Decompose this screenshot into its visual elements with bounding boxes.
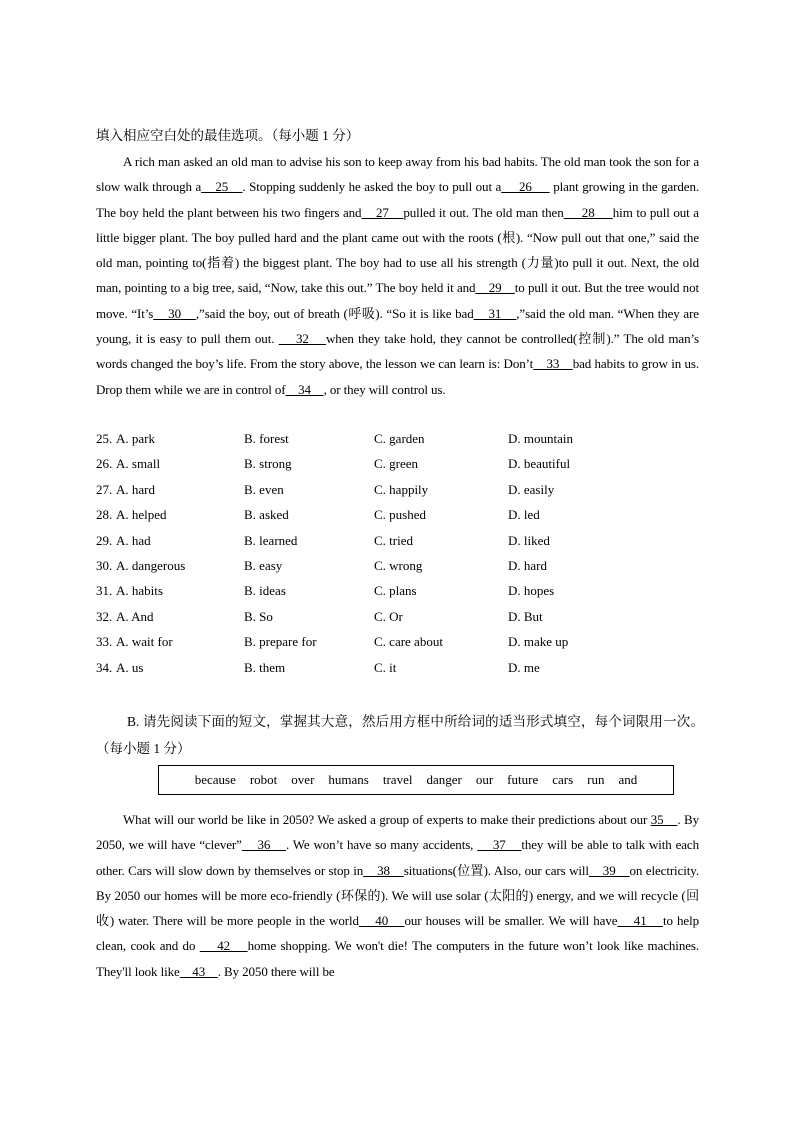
passage-text: . We won’t have so many accidents, bbox=[285, 837, 478, 853]
passage-text: on electricity. By 2050 our homes will be more eco-friendly (环保的). We will use solar (太阳的) energy, and we will recycle (回收) water. There will be more people in the world bbox=[96, 862, 699, 929]
options-list bbox=[96, 429, 706, 683]
question-number: 33. bbox=[96, 634, 113, 650]
passage-text: . By 2050, we will have “clever” bbox=[96, 812, 699, 853]
word-box-item: because bbox=[194, 772, 236, 787]
option-b[interactable]: B. So bbox=[244, 608, 273, 624]
question-number: 27. bbox=[96, 481, 113, 497]
option-c[interactable]: C. happily bbox=[374, 481, 429, 497]
word-box-item: cars bbox=[552, 772, 574, 787]
option-c[interactable]: C. it bbox=[374, 659, 397, 675]
question-row bbox=[96, 531, 706, 556]
answer-blank[interactable]: 30 bbox=[153, 305, 196, 321]
option-b[interactable]: B. ideas bbox=[244, 583, 286, 599]
passage-text: pulled it out. The old man then bbox=[403, 204, 564, 220]
cloze-passage bbox=[96, 149, 699, 402]
word-box-item: humans bbox=[328, 772, 369, 787]
option-b[interactable]: B. even bbox=[244, 481, 284, 497]
passage-text: . Stopping suddenly he asked the boy to pull out a bbox=[242, 179, 502, 195]
question-row bbox=[96, 454, 706, 479]
question-number: 26. bbox=[96, 456, 113, 472]
passage-text: What will our world be like in 2050? We asked a group of experts to make their predictions about our bbox=[123, 812, 651, 827]
option-d[interactable]: D. But bbox=[508, 608, 543, 624]
part-b-instructions: B. 请先阅读下面的短文，掌握其大意，然后用方框中所给词的适当形式填空，每个词限用一次。（每小题 1 分） bbox=[96, 714, 704, 756]
word-box bbox=[158, 765, 674, 795]
word-box-item: travel bbox=[382, 772, 413, 787]
question-number: 31. bbox=[96, 583, 113, 599]
option-d[interactable]: D. make up bbox=[508, 634, 569, 650]
option-d[interactable]: D. hard bbox=[508, 557, 547, 573]
option-d[interactable]: D. mountain bbox=[508, 431, 573, 446]
question-row bbox=[96, 556, 706, 581]
passage-text: A rich man asked an old man to advise his son to keep away from his bad habits. The old man took the son for a slow walk through a bbox=[96, 154, 699, 195]
passage-text: our houses will be smaller. We will have bbox=[404, 913, 618, 929]
question-number: 29. bbox=[96, 532, 113, 548]
option-a[interactable]: A. helped bbox=[116, 507, 167, 523]
answer-blank[interactable]: 26 bbox=[501, 179, 550, 195]
word-box-item: our bbox=[475, 772, 494, 787]
question-row bbox=[96, 607, 706, 632]
option-a[interactable]: A. hard bbox=[116, 481, 155, 497]
question-row bbox=[96, 658, 706, 683]
option-d[interactable]: D. easily bbox=[508, 481, 555, 497]
word-box-item: danger bbox=[426, 772, 462, 787]
option-a[interactable]: A. dangerous bbox=[116, 557, 186, 573]
question-number: 30. bbox=[96, 557, 113, 573]
word-box-item: future bbox=[507, 772, 539, 787]
question-row bbox=[96, 632, 706, 657]
option-c[interactable]: C. plans bbox=[374, 583, 417, 599]
passage-text: to pull it out. But the tree would not move. “It’s bbox=[96, 280, 699, 321]
answer-blank[interactable]: 33 bbox=[533, 356, 573, 372]
passage-text: , or they will control us. bbox=[323, 381, 446, 397]
answer-blank[interactable]: 42 bbox=[199, 938, 248, 954]
question-row bbox=[96, 581, 706, 606]
question-row bbox=[96, 505, 706, 530]
answer-blank[interactable]: 36 bbox=[241, 837, 286, 853]
option-a[interactable]: A. small bbox=[116, 456, 161, 472]
passage-text: bad habits to grow in us. Drop them while we are in control of bbox=[96, 356, 699, 397]
passage-text: they will be able to talk with each other. Cars will slow down by themselves or stop in bbox=[96, 837, 699, 878]
question-row bbox=[96, 429, 706, 454]
option-c[interactable]: C. tried bbox=[374, 532, 413, 548]
answer-blank[interactable]: 31 bbox=[473, 305, 517, 321]
passage-text: when they take hold, they cannot be controlled(控制).” The old man’s words changed the boy’s life. From the story above, the lesson we can learn is: Don’t bbox=[96, 331, 699, 372]
word-box-item: over bbox=[291, 772, 315, 787]
option-b[interactable]: B. prepare for bbox=[244, 634, 317, 650]
answer-blank[interactable]: 41 bbox=[617, 913, 663, 929]
option-b[interactable]: B. forest bbox=[244, 431, 289, 446]
option-c[interactable]: C. wrong bbox=[374, 557, 423, 573]
question-number: 34. bbox=[96, 659, 113, 675]
passage-text: ,”said the boy, out of breath (呼吸). “So it is like bad bbox=[195, 305, 474, 321]
answer-blank[interactable]: 32 bbox=[278, 331, 327, 347]
passage-text: situations(位置). Also, our cars will bbox=[403, 862, 589, 878]
answer-blank[interactable]: 39 bbox=[588, 862, 630, 878]
option-a[interactable]: A. park bbox=[116, 431, 155, 446]
answer-blank[interactable]: 29 bbox=[475, 280, 515, 296]
fill-in-passage bbox=[96, 807, 699, 984]
option-d[interactable]: D. liked bbox=[508, 532, 550, 548]
option-b[interactable]: B. learned bbox=[244, 532, 298, 548]
option-d[interactable]: D. hopes bbox=[508, 583, 555, 599]
answer-blank[interactable]: 28 bbox=[563, 204, 613, 220]
option-b[interactable]: B. strong bbox=[244, 456, 292, 472]
answer-blank[interactable]: 25 bbox=[201, 179, 243, 195]
answer-blank[interactable]: 34 bbox=[285, 381, 324, 397]
passage-text: home shopping. We won't die! The computers in the future won’t look like machines. They'll look like bbox=[96, 938, 699, 979]
question-number: 32. bbox=[96, 608, 113, 624]
word-box-item: robot bbox=[249, 772, 278, 787]
option-a[interactable]: A. wait for bbox=[116, 634, 173, 650]
option-c[interactable]: C. pushed bbox=[374, 507, 426, 523]
passage-text: to help clean, cook and do bbox=[96, 913, 699, 954]
answer-blank[interactable]: 37 bbox=[477, 837, 522, 853]
option-c[interactable]: C. care about bbox=[374, 634, 443, 650]
answer-blank[interactable]: 27 bbox=[361, 204, 404, 220]
option-d[interactable]: D. beautiful bbox=[508, 456, 571, 472]
question-row bbox=[96, 480, 706, 505]
passage-text: ,”said the old man. “When they are young, it is easy to pull them out. bbox=[96, 305, 699, 347]
option-c[interactable]: C. green bbox=[374, 456, 419, 472]
option-a[interactable]: A. habits bbox=[116, 583, 163, 599]
question-number: 25. bbox=[96, 431, 113, 446]
answer-blank[interactable]: 43 bbox=[179, 963, 218, 979]
question-number: 28. bbox=[96, 507, 113, 523]
passage-text: plant growing in the garden. The boy held the plant between his two fingers and bbox=[96, 179, 699, 220]
option-b[interactable]: B. asked bbox=[244, 507, 289, 523]
passage-text: . By 2050 there will be bbox=[217, 963, 335, 979]
option-b[interactable]: B. them bbox=[244, 659, 286, 675]
option-d[interactable]: D. led bbox=[508, 507, 540, 523]
option-a[interactable]: A. And bbox=[116, 608, 154, 624]
passage-text: him to pull out a little bigger plant. The boy pulled hard and the plant came out with the roots (根). “Now pull out that one,” said the old man, pointing to(指着) the biggest plant. The boy had to use all his strength (力量)to pull it out. Next, the old man, pointing to a big tree, said, “Now, take this out.” The boy held it and bbox=[96, 204, 699, 296]
option-a[interactable]: A. had bbox=[116, 532, 151, 548]
option-c[interactable]: C. garden bbox=[374, 431, 425, 446]
answer-blank[interactable]: 38 bbox=[363, 862, 404, 878]
answer-blank[interactable]: 40 bbox=[358, 913, 405, 929]
answer-blank[interactable]: 35 bbox=[650, 812, 678, 827]
word-box-item: and bbox=[618, 772, 638, 787]
word-box-item: run bbox=[587, 772, 605, 787]
option-d[interactable]: D. me bbox=[508, 659, 540, 675]
section-heading: 填入相应空白处的最佳选项。（每小题 1 分） bbox=[96, 128, 360, 143]
option-a[interactable]: A. us bbox=[116, 659, 144, 675]
option-c[interactable]: C. Or bbox=[374, 608, 403, 624]
option-b[interactable]: B. easy bbox=[244, 557, 283, 573]
